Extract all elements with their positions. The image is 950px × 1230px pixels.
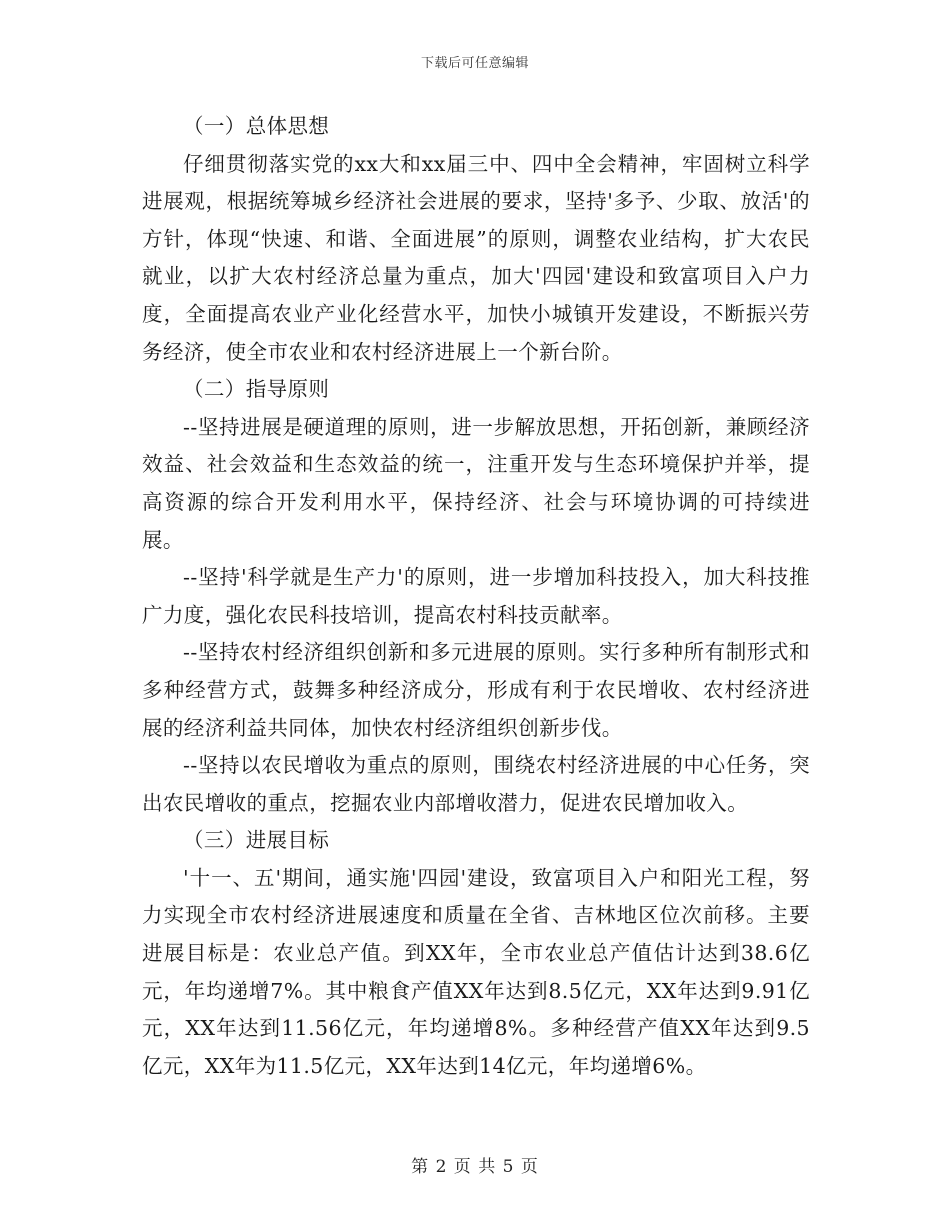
paragraph-principle-4: --坚持以农民增收为重点的原则，围绕农村经济进展的中心任务，突出农民增收的重点，挖掘农业内部增收潜力，促进农民增加收入。 xyxy=(142,753,810,815)
section-heading-guiding-principles: （二）指导原则 xyxy=(183,377,330,402)
paragraph-development-goals: '十一、五'期间，通实施'四园'建设，致富项目入户和阳光工程，努力实现全市农村经济进展速度和质量在全省、吉林地区位次前移。主要进展目标是：农业总产值。到XX年，全市农业总产值估计达到38.6亿元，年均递增7%。其中粮食产值XX年达到8.5亿元，XX年达到9.91亿元，XX年达到11.56亿元，年均递增8%。多种经营产值XX年达到9.5亿元，XX年为11.5亿元，XX年达到14亿元，年均递增6%。 xyxy=(142,865,810,1078)
document-body xyxy=(142,108,810,1085)
paragraph-principle-2: --坚持'科学就是生产力'的原则，进一步增加科技投入，加大科技推广力度，强化农民科技培训，提高农村科技贡献率。 xyxy=(142,565,810,627)
page-header-note: 下载后可任意编辑 xyxy=(420,56,529,71)
section-heading-overall-idea: （一）总体思想 xyxy=(183,114,330,138)
section-heading-development-goals: （三）进展目标 xyxy=(183,828,330,853)
paragraph-principle-1: --坚持进展是硬道理的原则，进一步解放思想，开拓创新，兼顾经济效益、社会效益和生态效益的统一，注重开发与生态环境保护并举，提高资源的综合开发利用水平，保持经济、社会与环境协调的可持续进展。 xyxy=(142,414,810,552)
paragraph-principle-3: --坚持农村经济组织创新和多元进展的原则。实行多种所有制形式和多种经营方式，鼓舞多种经济成分，形成有利于农民增收、农村经济进展的经济利益共同体，加快农村经济组织创新步伐。 xyxy=(142,640,810,740)
page-number: 第 2 页 共 5 页 xyxy=(411,1157,539,1177)
paragraph-overall-idea: 仔细贯彻落实党的xx大和xx届三中、四中全会精神，牢固树立科学进展观，根据统筹城乡经济社会进展的要求，坚持'多予、少取、放活'的方针，体现“快速、和谐、全面进展”的原则，调整农业结构，扩大农民就业，以扩大农村经济总量为重点，加大'四园'建设和致富项目入户力度，全面提高农业产业化经营水平，加快小城镇开发建设，不断振兴劳务经济，使全市农业和农村经济进展上一个新台阶。 xyxy=(142,151,810,364)
